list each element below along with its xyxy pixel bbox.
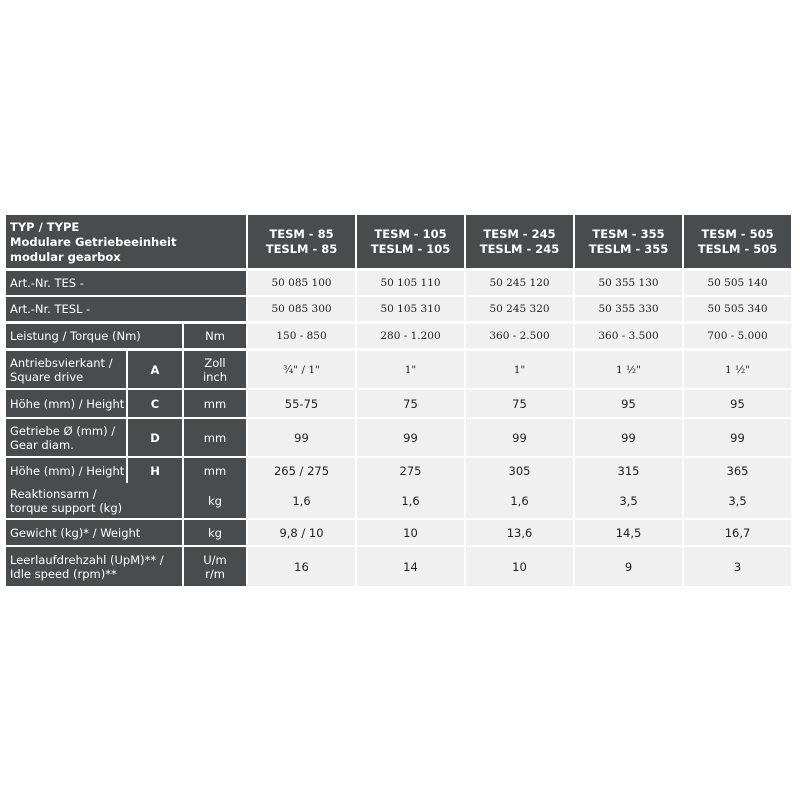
value-cell: 275 — [357, 458, 464, 483]
dimension-code: D — [128, 419, 182, 456]
unit-cell: mm — [184, 390, 246, 417]
value-cell: 1 ½" — [684, 351, 791, 388]
value-cell: 1,6 — [248, 483, 355, 518]
value-cell: 55-75 — [248, 390, 355, 417]
unit-cell: kg — [184, 483, 246, 518]
value-cell: 75 — [466, 390, 573, 417]
dimension-code: C — [128, 390, 182, 417]
row-label: Gewicht (kg)* / Weight — [6, 520, 182, 545]
value-cell: 99 — [684, 419, 791, 456]
value-cell: 50 085 300 — [248, 297, 355, 321]
value-cell: 10 — [357, 520, 464, 545]
spec-row — [6, 483, 794, 518]
value-cell: 50 355 130 — [575, 271, 682, 295]
value-cell: 3,5 — [575, 483, 682, 518]
dimension-code: H — [128, 458, 182, 483]
value-cell: 95 — [575, 390, 682, 417]
value-cell: 150 - 850 — [248, 324, 355, 348]
spec-row — [6, 419, 794, 456]
row-label: Höhe (mm) / Height — [6, 458, 126, 483]
spec-row — [6, 271, 794, 295]
spec-row — [6, 297, 794, 321]
value-cell: 13,6 — [466, 520, 573, 545]
value-cell: 50 355 330 — [575, 297, 682, 321]
unit-cell: kg — [184, 520, 246, 545]
row-label: Leerlaufdrehzahl (UpM)** / Idle speed (rpm)** — [6, 547, 182, 586]
value-cell: 14 — [357, 547, 464, 586]
model-header: TESM - 105 TESLM - 105 — [357, 215, 464, 268]
spec-row — [6, 520, 794, 545]
value-cell: ¾" / 1" — [248, 351, 355, 388]
model-header: TESM - 505 TESLM - 505 — [684, 215, 791, 268]
spec-row — [6, 458, 794, 483]
row-label: Art.-Nr. TESL - — [6, 297, 246, 321]
value-cell: 10 — [466, 547, 573, 586]
model-header: TESM - 85 TESLM - 85 — [248, 215, 355, 268]
spec-row — [6, 351, 794, 388]
unit-cell: mm — [184, 458, 246, 483]
value-cell: 280 - 1.200 — [357, 324, 464, 348]
unit-cell: U/m r/m — [184, 547, 246, 586]
model-header: TESM - 245 TESLM - 245 — [466, 215, 573, 268]
value-cell: 50 105 310 — [357, 297, 464, 321]
value-cell: 99 — [575, 419, 682, 456]
value-cell: 1,6 — [466, 483, 573, 518]
row-label: Getriebe Ø (mm) / Gear diam. — [6, 419, 126, 456]
value-cell: 315 — [575, 458, 682, 483]
row-label: Leistung / Torque (Nm) — [6, 324, 182, 348]
value-cell: 305 — [466, 458, 573, 483]
row-label: Antriebsvierkant / Square drive — [6, 351, 126, 388]
model-header: TESM - 355 TESLM - 355 — [575, 215, 682, 268]
value-cell: 9 — [575, 547, 682, 586]
header-row — [6, 215, 794, 268]
type-header: TYP / TYPE Modulare Getriebeeinheit modular gearbox — [6, 215, 246, 268]
row-label: Reaktionsarm / torque support (kg) — [6, 483, 182, 518]
spec-row — [6, 547, 794, 586]
dimension-code: A — [128, 351, 182, 388]
value-cell: 1 ½" — [575, 351, 682, 388]
value-cell: 360 - 2.500 — [466, 324, 573, 348]
value-cell: 95 — [684, 390, 791, 417]
value-cell: 9,8 / 10 — [248, 520, 355, 545]
value-cell: 360 - 3.500 — [575, 324, 682, 348]
value-cell: 1" — [357, 351, 464, 388]
spec-row — [6, 324, 794, 348]
value-cell: 365 — [684, 458, 791, 483]
value-cell: 75 — [357, 390, 464, 417]
value-cell: 99 — [248, 419, 355, 456]
value-cell: 16,7 — [684, 520, 791, 545]
value-cell: 3 — [684, 547, 791, 586]
value-cell: 1" — [466, 351, 573, 388]
value-cell: 99 — [466, 419, 573, 456]
row-label: Art.-Nr. TES - — [6, 271, 246, 295]
value-cell: 265 / 275 — [248, 458, 355, 483]
row-label: Höhe (mm) / Height — [6, 390, 126, 417]
value-cell: 99 — [357, 419, 464, 456]
value-cell: 700 - 5.000 — [684, 324, 791, 348]
spec-row — [6, 390, 794, 417]
unit-cell: mm — [184, 419, 246, 456]
value-cell: 50 085 100 — [248, 271, 355, 295]
value-cell: 50 245 120 — [466, 271, 573, 295]
value-cell: 14,5 — [575, 520, 682, 545]
value-cell: 50 105 110 — [357, 271, 464, 295]
value-cell: 50 505 140 — [684, 271, 791, 295]
value-cell: 1,6 — [357, 483, 464, 518]
value-cell: 50 245 320 — [466, 297, 573, 321]
value-cell: 3,5 — [684, 483, 791, 518]
value-cell: 50 505 340 — [684, 297, 791, 321]
unit-cell: Nm — [184, 324, 246, 348]
unit-cell: Zoll inch — [184, 351, 246, 388]
value-cell: 16 — [248, 547, 355, 586]
